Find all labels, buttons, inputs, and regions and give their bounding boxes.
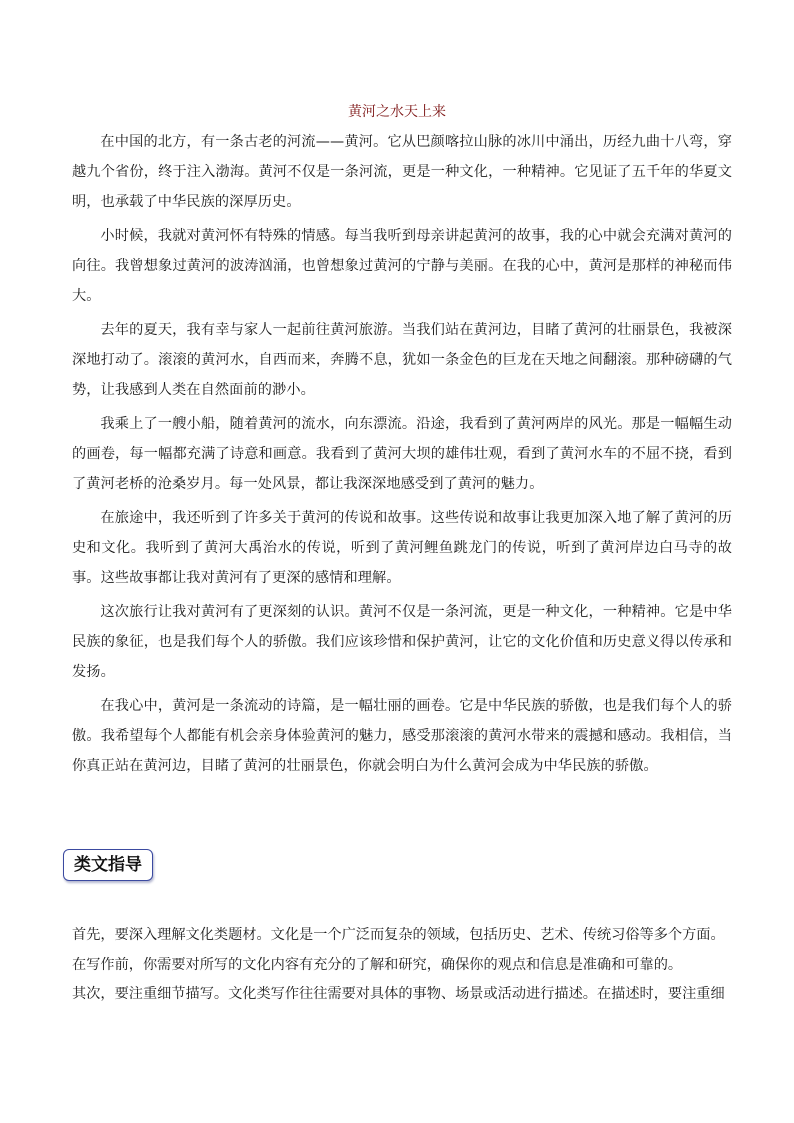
guide-body bbox=[72, 921, 732, 1010]
guide-line-2: 在写作前，你需要对所写的文化内容有充分的了解和研究，确保你的观点和信息是准确和可靠的。 bbox=[72, 956, 683, 973]
essay-paragraph-1: 在中国的北方，有一条古老的河流——黄河。它从巴颜喀拉山脉的冰川中涌出，历经九曲十八弯，穿越九个省份，终于注入渤海。黄河不仅是一条河流，更是一种文化，一种精神。它见证了五千年的华夏文明，也承载了中华民族的深厚历史。 bbox=[72, 134, 732, 210]
essay-paragraph-6: 这次旅行让我对黄河有了更深刻的认识。黄河不仅是一条河流，更是一种文化，一种精神。它是中华民族的象征，也是我们每个人的骄傲。我们应该珍惜和保护黄河，让它的文化价值和历史意义得以传承和发扬。 bbox=[72, 604, 732, 680]
essay-paragraph-7: 在我心中，黄河是一条流动的诗篇，是一幅壮丽的画卷。它是中华民族的骄傲，也是我们每个人的骄傲。我希望每个人都能有机会亲身体验黄河的魅力，感受那滚滚的黄河水带来的震撼和感动。我相信，当你真正站在黄河边，目睹了黄河的壮丽景色，你就会明白为什么黄河会成为中华民族的骄傲。 bbox=[72, 698, 732, 774]
essay-title: 黄河之水天上来 bbox=[348, 104, 446, 120]
essay-body bbox=[72, 127, 732, 785]
guide-line-1: 首先，要深入理解文化类题材。文化是一个广泛而复杂的领域，包括历史、艺术、传统习俗等多个方面。 bbox=[72, 927, 725, 943]
essay-paragraph-4: 我乘上了一艘小船，随着黄河的流水，向东漂流。沿途，我看到了黄河两岸的风光。那是一幅幅生动的画卷，每一幅都充满了诗意和画意。我看到了黄河大坝的雄伟壮观，看到了黄河水车的不屈不挠，看到了黄河老桥的沧桑岁月。每一处风景，都让我深深地感受到了黄河的魅力。 bbox=[72, 416, 732, 492]
essay-paragraph-5: 在旅途中，我还听到了许多关于黄河的传说和故事。这些传说和故事让我更加深入地了解了黄河的历史和文化。我听到了黄河大禹治水的传说，听到了黄河鲤鱼跳龙门的传说，听到了黄河岸边白马寺的故事。这些故事都让我对黄河有了更深的感情和理解。 bbox=[72, 510, 732, 586]
guide-line-3: 其次，要注重细节描写。文化类写作往往需要对具体的事物、场景或活动进行描述。在描述时，要注重细 bbox=[72, 986, 725, 1002]
essay-paragraph-3: 去年的夏天，我有幸与家人一起前往黄河旅游。当我们站在黄河边，目睹了黄河的壮丽景色，我被深深地打动了。滚滚的黄河水，自西而来，奔腾不息，犹如一条金色的巨龙在天地之间翻滚。那种磅礴的气势，让我感到人类在自然面前的渺小。 bbox=[72, 322, 732, 398]
essay-paragraph-2: 小时候，我就对黄河怀有特殊的情感。每当我听到母亲讲起黄河的故事，我的心中就会充满对黄河的向往。我曾想象过黄河的波涛汹涌，也曾想象过黄河的宁静与美丽。在我的心中，黄河是那样的神秘而伟大。 bbox=[72, 228, 732, 304]
section-heading-tag: 类文指导 bbox=[63, 849, 153, 881]
